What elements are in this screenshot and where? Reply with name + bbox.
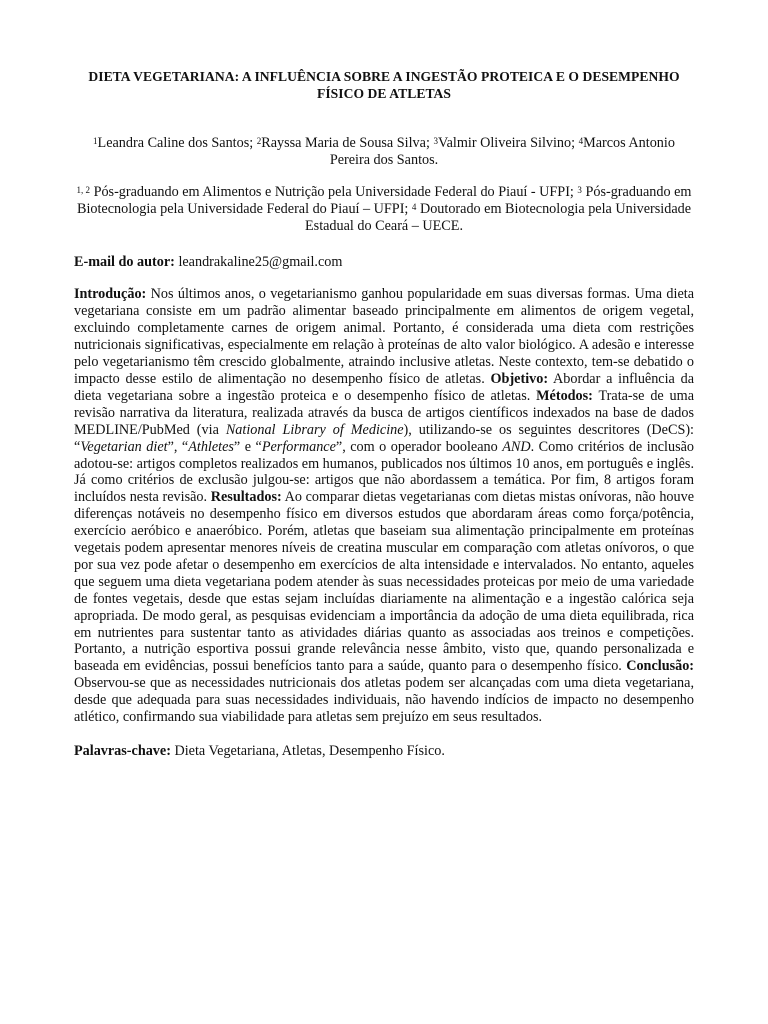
methods-text: ”, “ [167, 438, 189, 455]
author-3-name: Valmir Oliveira Silvino; [437, 135, 576, 151]
methods-italic-operator: AND [502, 438, 531, 455]
methods-label: Métodos: [536, 387, 593, 404]
keywords-line [74, 743, 694, 760]
author-2-superscript: 2 [256, 136, 262, 146]
results-text: Ao comparar dietas vegetarianas com dietas mistas onívoras, não houve diferenças notáveis no desempenho físico em diversos estudos que abordaram áreas como força/potência, exercício aeróbico e anaeróbico. Porém, atletas que baseiam sua alimentação principalmente em proteínas vegetais podem apresentar menores níveis de creatina muscular em comparação com atletas onívoros, o que por sua vez pode afetar o desempenho em exercícios de alta intensidade e intervalados. No entanto, aqueles que seguem uma dieta vegetariana podem atender às suas necessidades proteicas por meio de uma variedade de fontes vegetais, desde que estas sejam incluídas diariamente na alimentação e a ingestão calórica seja apropriada. De modo geral, as pesquisas evidenciam a importância da adoção de uma dieta equilibrada, rica em nutrientes para sustentar tanto as atividades diárias quanto as associadas aos treinos e competições. Portanto, a nutrição esportiva possui grande relevância nesse âmbito, visto que, quando personalizada e baseada em evidências, possui benefícios tanto para a saúde, quanto para o desempenho físico. [74, 489, 695, 675]
author-1-name: Leandra Caline dos Santos; [97, 135, 254, 151]
affiliation-3-superscript: 4 [411, 201, 417, 212]
affiliation-1-text: Pós-graduando em Alimentos e Nutrição pela Universidade Federal do Piauí - UFPI; [93, 183, 574, 200]
abstract-body [74, 286, 694, 726]
author-4-superscript: 4 [578, 136, 584, 146]
methods-text: ” e “ [233, 438, 262, 455]
paper-title: DIETA VEGETARIANA: A INFLUÊNCIA SOBRE A INGESTÃO PROTEICA E O DESEMPENHO FÍSICO DE ATLETAS [88, 69, 680, 101]
conclusion-text: Observou-se que as necessidades nutricionais dos atletas podem ser alcançadas com uma dieta vegetariana, desde que adequada para suas necessidades individuais, não havendo indícios de impacto no desempenho atlético, confirmando sua viabilidade para atletas sem prejuízo em seus resultados. [74, 675, 694, 726]
affiliation-2-superscript: 3 [577, 184, 582, 195]
author-2-name: Rayssa Maria de Sousa Silva; [261, 135, 430, 151]
results-label: Resultados: [210, 489, 282, 506]
affiliation-list [74, 184, 694, 235]
methods-italic-descriptor: Vegetarian diet [80, 438, 168, 455]
objective-label: Objetivo: [490, 370, 549, 387]
affiliation-2-text: Pós-graduando em Biotecnologia pela Universidade Federal do Piauí – UFPI; [76, 183, 692, 217]
author-1-superscript: 1 [93, 136, 98, 146]
email-address: leandrakaline25@gmail.com [178, 253, 343, 270]
methods-text: . Como critérios de inclusão adotou-se: artigos completos realizados em humanos, publicados nos últimos 10 anos, em português e inglês. Já como critérios de exclusão julgou-se: artigos que não abordassem a temática. Por fim, 8 artigos foram incluídos nesta revisão. [74, 438, 694, 506]
author-4-name: Marcos Antonio Pereira dos Santos. [329, 135, 675, 168]
methods-text: ”, com o operador booleano [335, 438, 498, 455]
intro-label: Introdução: [74, 286, 147, 303]
methods-italic-descriptor: Athletes [188, 438, 234, 455]
intro-text: Nos últimos anos, o vegetarianismo ganhou popularidade em suas diversas formas. Uma dieta vegetariana consiste em um padrão alimentar baseado principalmente em alimentos de origem vegetal, excluindo completamente carnes de origem animal. Portanto, é considerada uma dieta com restrições nutricionais significativas, especialmente em relação à proteínas de alto valor biológico. A adesão e interesse pelo vegetarianismo têm crescido globalmente, atraindo inclusive atletas. Neste contexto, tem-se debatido o impacto desse estilo de alimentação no desempenho físico de atletas. [74, 286, 694, 387]
keywords-value: Dieta Vegetariana, Atletas, Desempenho Físico. [174, 743, 445, 759]
methods-italic-nlm: National Library of Medicine [225, 421, 404, 438]
affiliation-1-superscript: 1, 2 [76, 184, 91, 195]
conclusion-label: Conclusão: [626, 658, 695, 675]
author-list [74, 135, 694, 169]
methods-italic-descriptor: Performance [261, 438, 336, 455]
affiliation-3-text: Doutorado em Biotecnologia pela Universidade Estadual do Ceará – UECE. [305, 200, 692, 234]
author-email-line [74, 254, 694, 271]
objective-text: Abordar a influência da dieta vegetariana sobre a ingestão proteica e o desempenho físico de atletas. [74, 370, 694, 404]
keywords-label: Palavras-chave: [74, 743, 171, 759]
author-3-superscript: 3 [433, 136, 438, 146]
methods-text: ), utilizando-se os seguintes descritores (DeCS): “ [74, 421, 694, 455]
email-label: E-mail do autor: [74, 253, 175, 270]
methods-text: Trata-se de uma revisão narrativa da literatura, realizada através da busca de artigos científicos indexados na base de dados MEDLINE/PubMed (via [74, 387, 694, 438]
